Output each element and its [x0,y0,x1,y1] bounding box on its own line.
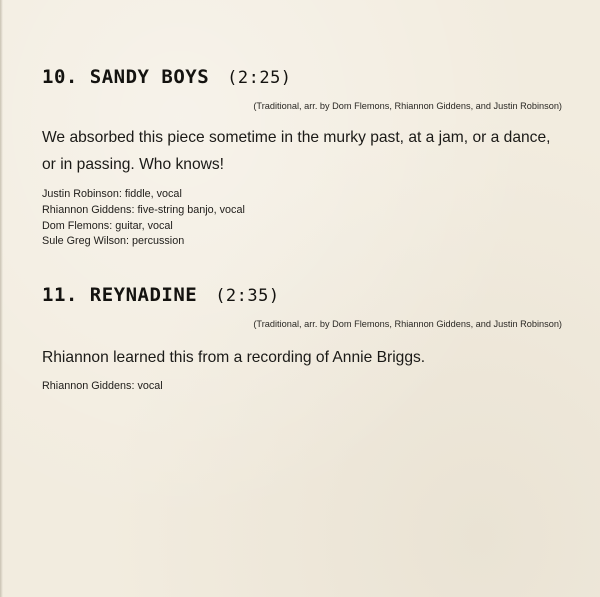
track-10-number: 10. [42,66,78,88]
track-11-number: 11. [42,284,78,306]
track-11-title [42,284,280,306]
personnel-item: Dom Flemons: guitar, vocal [42,219,173,232]
track-11 [42,284,562,404]
track-11-duration: (2:35) [215,286,280,306]
track-10-name: SANDY BOYS [89,66,210,88]
track-11-description: Rhiannon learned this from a recording of Annie Briggs. [42,349,426,366]
track-10-description: We absorbed this piece sometime in the murky past, at a jam, or a dance, or in passing. Who knows! [42,129,551,173]
personnel-item: Justin Robinson: fiddle, vocal [42,188,182,200]
track-10-credit: (Traditional, arr. by Dom Flemons, Rhiannon Giddens, and Justin Robinson) [253,101,562,111]
track-11-credit: (Traditional, arr. by Dom Flemons, Rhiannon Giddens, and Justin Robinson) [253,319,562,329]
track-11-personnel [42,379,163,395]
track-10-personnel [42,187,245,250]
track-10-title [42,66,292,88]
track-10 [42,66,562,266]
track-11-name: REYNADINE [89,284,198,306]
personnel-item: Rhiannon Giddens: five-string banjo, vocal [42,203,245,216]
personnel-item: Sule Greg Wilson: percussion [42,235,185,248]
page-edge-shadow [0,0,3,597]
track-10-duration: (2:25) [227,68,292,88]
personnel-item: Rhiannon Giddens: vocal [42,380,163,392]
